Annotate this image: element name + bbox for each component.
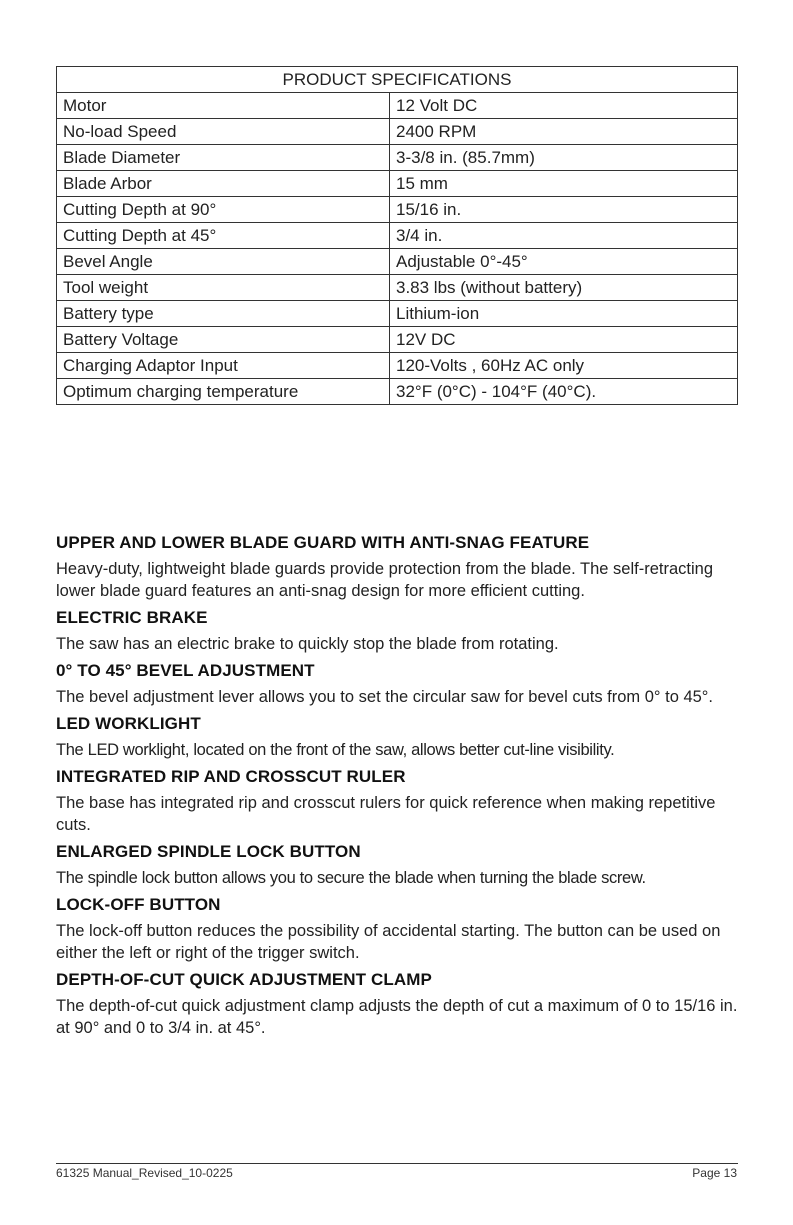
spec-label: Battery type xyxy=(57,301,390,327)
section-heading: 0° TO 45° BEVEL ADJUSTMENT xyxy=(56,661,315,680)
spec-label: Blade Arbor xyxy=(57,171,390,197)
spec-value: 15 mm xyxy=(390,171,738,197)
spec-value: 3-3/8 in. (85.7mm) xyxy=(390,145,738,171)
table-row xyxy=(57,379,738,405)
table-row xyxy=(57,145,738,171)
spec-value: 3/4 in. xyxy=(390,223,738,249)
spec-label: Battery Voltage xyxy=(57,327,390,353)
spec-label: Charging Adaptor Input xyxy=(57,353,390,379)
spec-value: 12 Volt DC xyxy=(390,93,738,119)
table-row xyxy=(57,119,738,145)
section-body: The LED worklight, located on the front of the saw, allows better cut-line visibility. xyxy=(56,741,615,759)
table-row xyxy=(57,249,738,275)
table-row xyxy=(57,327,738,353)
table-row xyxy=(57,353,738,379)
spec-label: Cutting Depth at 45° xyxy=(57,223,390,249)
section-heading: INTEGRATED RIP AND CROSSCUT RULER xyxy=(56,767,406,786)
section-heading: LED WORKLIGHT xyxy=(56,714,201,733)
section-body: The lock-off button reduces the possibility of accidental starting. The button can be used on either the left or right of the trigger switch. xyxy=(56,922,721,962)
spec-label: Motor xyxy=(57,93,390,119)
spec-label: Bevel Angle xyxy=(57,249,390,275)
table-row xyxy=(57,301,738,327)
spec-value: 2400 RPM xyxy=(390,119,738,145)
spec-label: Cutting Depth at 90° xyxy=(57,197,390,223)
footer-document-id: 61325 Manual_Revised_10-0225 xyxy=(56,1166,233,1180)
spec-value: 15/16 in. xyxy=(390,197,738,223)
section-heading: ENLARGED SPINDLE LOCK BUTTON xyxy=(56,842,361,861)
spec-label: Optimum charging temperature xyxy=(57,379,390,405)
spec-table-header-row xyxy=(57,67,738,93)
spec-value: Lithium-ion xyxy=(390,301,738,327)
section-heading: UPPER AND LOWER BLADE GUARD WITH ANTI-SNAG FEATURE xyxy=(56,533,590,552)
spec-table-title: PRODUCT SPECIFICATIONS xyxy=(57,67,738,93)
section-heading: DEPTH-OF-CUT QUICK ADJUSTMENT CLAMP xyxy=(56,970,432,989)
spec-value: 3.83 lbs (without battery) xyxy=(390,275,738,301)
spec-value: 12V DC xyxy=(390,327,738,353)
section-heading: LOCK-OFF BUTTON xyxy=(56,895,221,914)
spec-value: 120-Volts , 60Hz AC only xyxy=(390,353,738,379)
product-specifications-table xyxy=(56,66,738,405)
section-body: The base has integrated rip and crosscut rulers for quick reference when making repetitive cuts. xyxy=(56,794,716,834)
section-body: Heavy-duty, lightweight blade guards provide protection from the blade. The self-retracting lower blade guard features an anti-snag design for more efficient cutting. xyxy=(56,560,713,600)
section-body: The spindle lock button allows you to secure the blade when turning the blade screw. xyxy=(56,869,646,887)
table-row xyxy=(57,171,738,197)
spec-label: Blade Diameter xyxy=(57,145,390,171)
spec-label: Tool weight xyxy=(57,275,390,301)
table-row xyxy=(57,93,738,119)
feature-descriptions xyxy=(56,531,746,1043)
section-body: The saw has an electric brake to quickly stop the blade from rotating. xyxy=(56,635,559,653)
spec-label: No-load Speed xyxy=(57,119,390,145)
table-row xyxy=(57,197,738,223)
section-heading: ELECTRIC BRAKE xyxy=(56,608,208,627)
table-row xyxy=(57,223,738,249)
spec-value: Adjustable 0°-45° xyxy=(390,249,738,275)
footer-divider xyxy=(56,1163,738,1164)
spec-value: 32°F (0°C) - 104°F (40°C). xyxy=(390,379,738,405)
section-body: The depth-of-cut quick adjustment clamp adjusts the depth of cut a maximum of 0 to 15/16 in. at 90° and 0 to 3/4 in. at 45°. xyxy=(56,997,738,1037)
footer-page-number: Page 13 xyxy=(692,1166,737,1180)
section-body: The bevel adjustment lever allows you to set the circular saw for bevel cuts from 0° to 45°. xyxy=(56,688,713,706)
table-row xyxy=(57,275,738,301)
